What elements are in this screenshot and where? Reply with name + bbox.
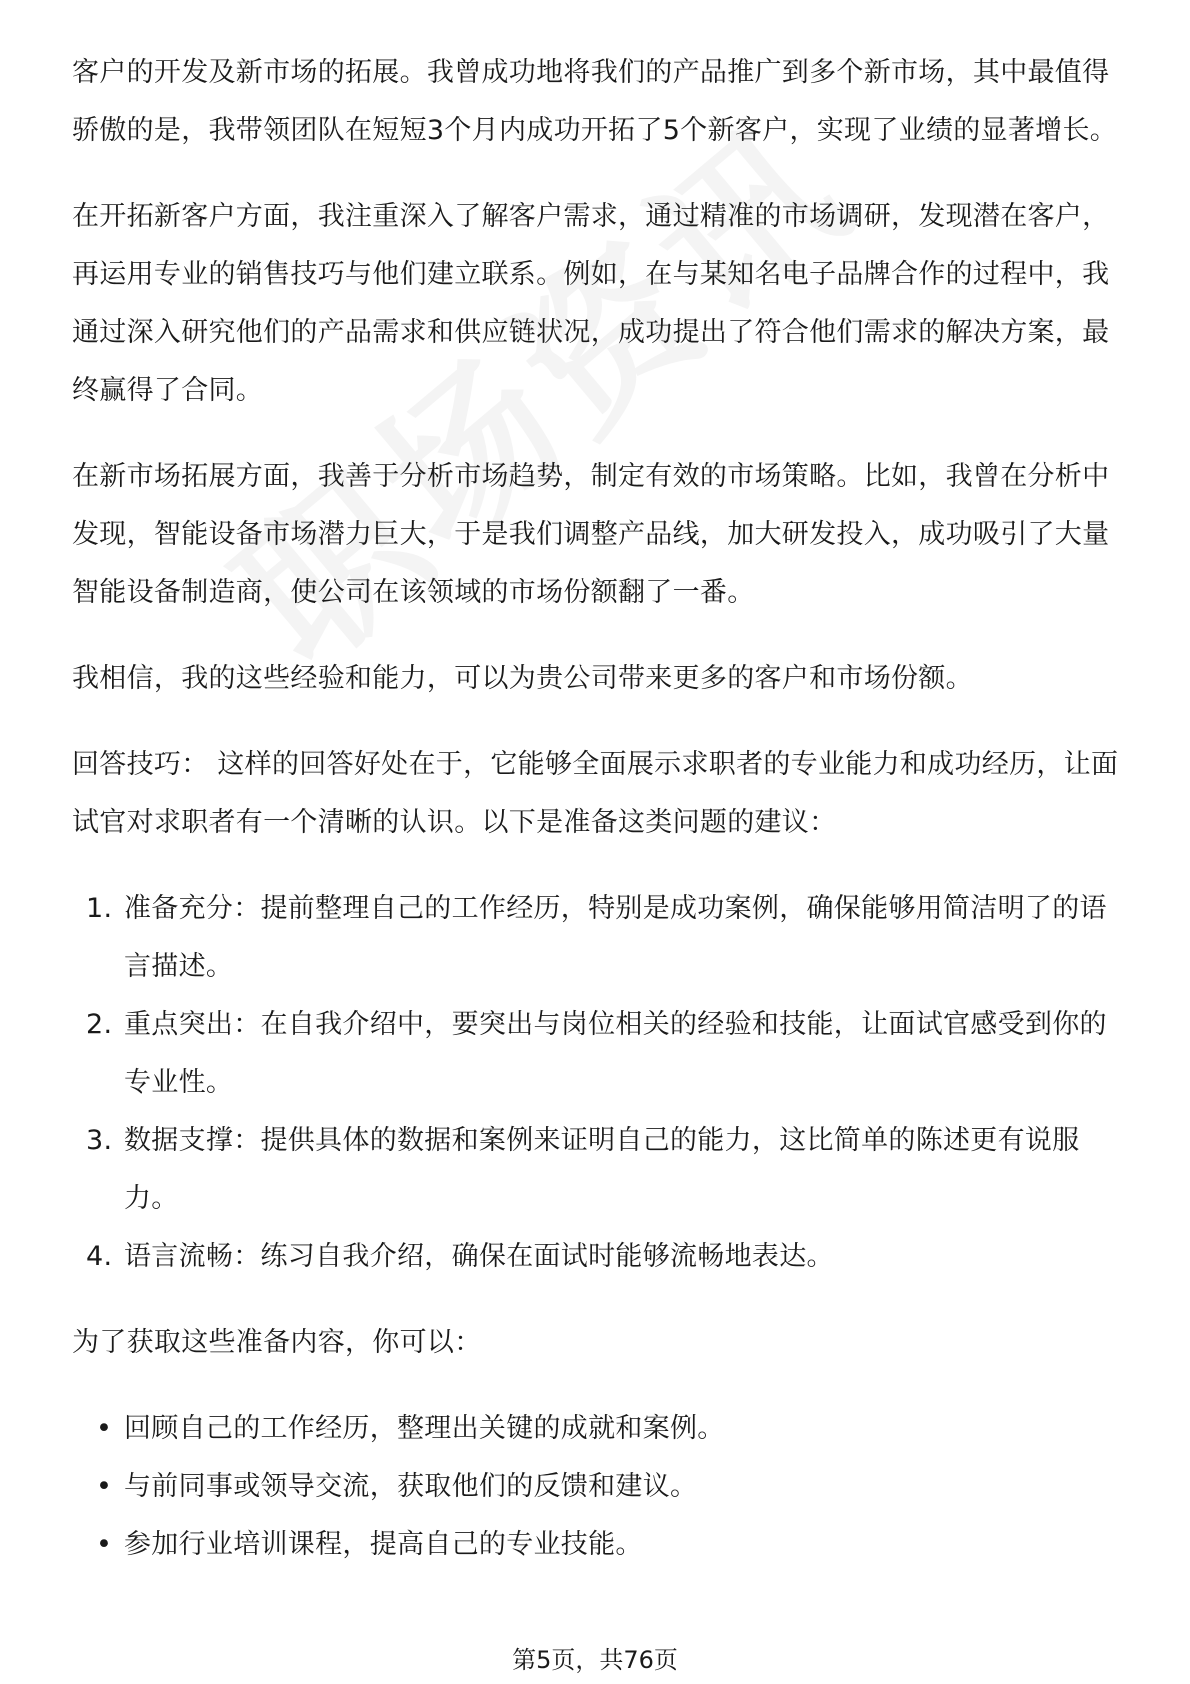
list-number: 3. bbox=[86, 1125, 113, 1156]
list-item bbox=[72, 1228, 1122, 1286]
list-item-text: 准备充分：提前整理自己的工作经历，特别是成功案例，确保能够用简洁明了的语言描述。 bbox=[124, 893, 1107, 982]
list-item-text: 回顾自己的工作经历，整理出关键的成就和案例。 bbox=[124, 1413, 725, 1444]
list-item bbox=[72, 996, 1122, 1112]
bullet-list bbox=[72, 1400, 1122, 1574]
list-item bbox=[72, 1458, 1122, 1516]
paragraph: 我相信，我的这些经验和能力，可以为贵公司带来更多的客户和市场份额。 bbox=[72, 663, 973, 694]
list-number: 2. bbox=[86, 1009, 113, 1040]
list-item-text: 参加行业培训课程，提高自己的专业技能。 bbox=[124, 1529, 643, 1560]
page-footer: 第5页，共76页 bbox=[512, 1646, 678, 1674]
tips-list bbox=[72, 880, 1122, 1286]
list-item-text: 重点突出：在自我介绍中，要突出与岗位相关的经验和技能，让面试官感受到你的专业性。 bbox=[124, 1009, 1107, 1098]
list-item bbox=[72, 880, 1122, 996]
list-item-text: 语言流畅：练习自我介绍，确保在面试时能够流畅地表达。 bbox=[124, 1241, 834, 1272]
document-body bbox=[72, 44, 1122, 1602]
paragraph: 在开拓新客户方面，我注重深入了解客户需求，通过精准的市场调研，发现潜在客户，再运用专业的销售技巧与他们建立联系。例如，在与某知名电子品牌合作的过程中，我通过深入研究他们的产品需求和供应链状况，成功提出了符合他们需求的解决方案，最终赢得了合同。 bbox=[72, 201, 1110, 406]
paragraph: 客户的开发及新市场的拓展。我曾成功地将我们的产品推广到多个新市场，其中最值得骄傲的是，我带领团队在短短3个月内成功开拓了5个新客户，实现了业绩的显著增长。 bbox=[72, 57, 1118, 146]
paragraph: 回答技巧： 这样的回答好处在于，它能够全面展示求职者的专业能力和成功经历，让面试官对求职者有一个清晰的认识。以下是准备这类问题的建议： bbox=[72, 749, 1119, 838]
list-number: 1. bbox=[86, 893, 113, 924]
list-item-text: 与前同事或领导交流，获取他们的反馈和建议。 bbox=[124, 1471, 698, 1502]
bullet-icon: • bbox=[96, 1529, 113, 1560]
bullet-icon: • bbox=[96, 1471, 113, 1502]
list-item bbox=[72, 1112, 1122, 1228]
list-item-text: 数据支撑：提供具体的数据和案例来证明自己的能力，这比简单的陈述更有说服力。 bbox=[124, 1125, 1080, 1214]
bullet-icon: • bbox=[96, 1413, 113, 1444]
list-item bbox=[72, 1400, 1122, 1458]
paragraph: 为了获取这些准备内容，你可以： bbox=[72, 1327, 482, 1358]
paragraph: 在新市场拓展方面，我善于分析市场趋势，制定有效的市场策略。比如，我曾在分析中发现，智能设备市场潜力巨大，于是我们调整产品线，加大研发投入，成功吸引了大量智能设备制造商，使公司在该领域的市场份额翻了一番。 bbox=[72, 461, 1110, 608]
list-item bbox=[72, 1516, 1122, 1574]
list-number: 4. bbox=[86, 1241, 113, 1272]
